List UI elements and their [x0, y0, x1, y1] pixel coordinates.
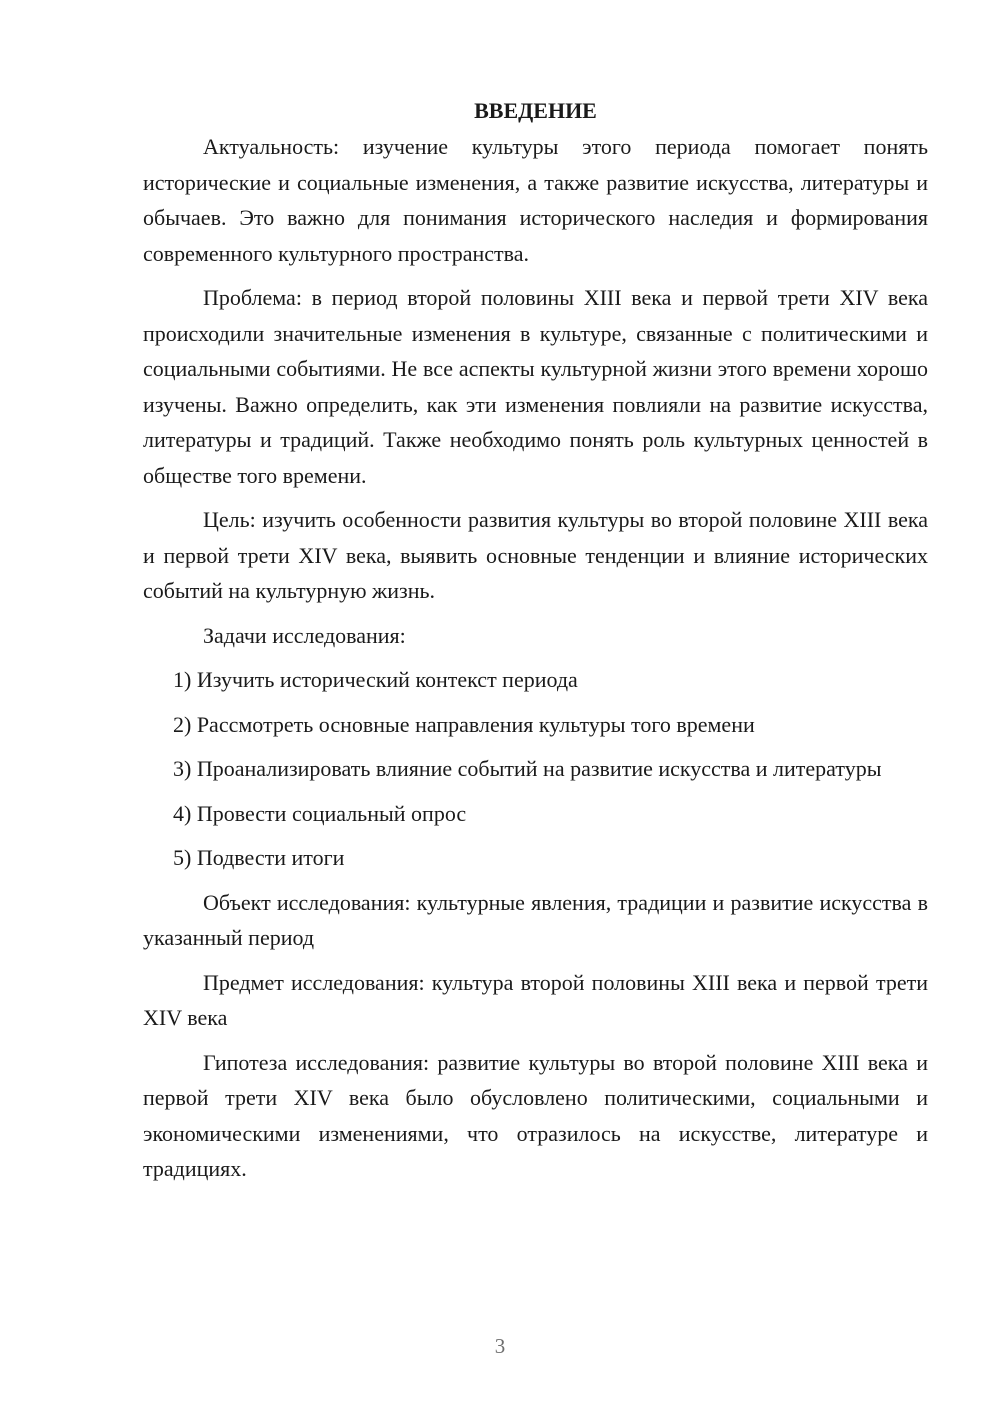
- task-item-5: 5) Подвести итоги: [173, 845, 345, 870]
- document-page: [143, 96, 928, 1196]
- tasks-heading: Задачи исследования:: [203, 622, 406, 648]
- task-item-2: 2) Рассмотреть основные направления культуры того времени: [173, 711, 755, 737]
- subject-paragraph: Предмет исследования: культура второй половины XIII века и первой трети XIV века: [143, 969, 928, 1030]
- task-item-4: 4) Провести социальный опрос: [173, 800, 467, 826]
- page-number: 3: [494, 1334, 506, 1358]
- task-item-3: 3) Проанализировать влияние событий на развитие искусства и литературы: [173, 756, 882, 781]
- task-item-1: 1) Изучить исторический контекст периода: [173, 667, 578, 692]
- problem-paragraph: Проблема: в период второй половины XIII века и первой трети XIV века происходили значительные изменения в культуре, связанные с политическими и социальными событиями. Не все аспекты культурной жизни этого времени хорошо изучены. Важно определить, как эти изменения повлияли на развитие искусства, литературы и традиций. Также необходимо понять роль культурных ценностей в обществе того времени.: [143, 285, 928, 488]
- goal-paragraph: Цель: изучить особенности развития культуры во второй половине XIII века и первой трети XIV века, выявить основные тенденции и влияние исторических событий на культурную жизнь.: [143, 507, 928, 603]
- hypothesis-paragraph: Гипотеза исследования: развитие культуры во второй половине XIII века и первой трети XIV века было обусловлено политическими, социальными и экономическими изменениями, что отразилось на искусстве, литературе и традициях.: [143, 1049, 928, 1181]
- object-paragraph: Объект исследования: культурные явления, традиции и развитие искусства в указанный период: [143, 889, 928, 950]
- relevance-paragraph: Актуальность: изучение культуры этого периода помогает понять исторические и социальные изменения, а также развитие искусства, литературы и обычаев. Это важно для понимания исторического наследия и формирования современного культурного пространства.: [143, 134, 928, 266]
- section-title: ВВЕДЕНИЕ: [474, 98, 597, 123]
